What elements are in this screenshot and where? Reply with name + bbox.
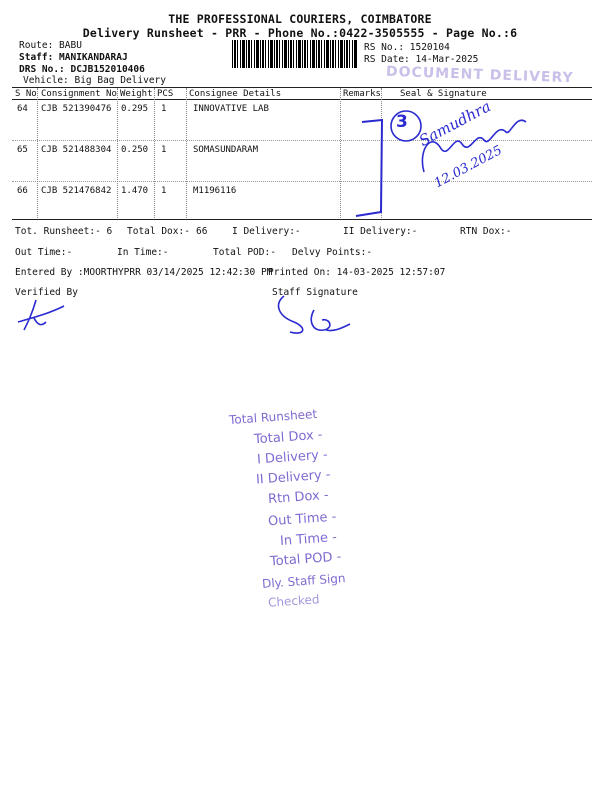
rs-date: RS Date: 14-Mar-2025: [364, 54, 479, 65]
in-time: In Time:-: [117, 247, 169, 258]
stamp-line: Checked: [267, 592, 320, 610]
column-divider: [186, 88, 187, 218]
out-time: Out Time:-: [15, 247, 73, 258]
company-name: THE PROFESSIONAL COURIERS, COIMBATORE: [168, 12, 432, 26]
stamp-line: Total POD -: [269, 549, 342, 570]
header-pcs: PCS: [157, 89, 174, 99]
header-weight: Weight: [120, 89, 153, 99]
verified-by-label: Verified By: [15, 287, 78, 298]
total-dox-label: Total Dox:-: [127, 226, 190, 237]
row-pcs: 1: [161, 145, 167, 155]
printed-on: Printed On: 14-03-2025 12:57:07: [268, 267, 446, 278]
table-top-border: [12, 87, 592, 88]
staff-signature-label: Staff Signature: [272, 287, 358, 298]
header-consignee: Consignee Details: [189, 89, 282, 99]
column-divider: [117, 88, 118, 218]
barcode-image: [232, 40, 358, 68]
runsheet-subtitle: Delivery Runsheet - PRR - Phone No.:0422-3505555 - Page No.:6: [82, 26, 518, 40]
row-pcs: 1: [161, 186, 167, 196]
header-consignment: Consignment No: [41, 89, 117, 99]
delvy-points: Delvy Points:-: [292, 247, 373, 258]
column-divider: [37, 88, 38, 218]
column-divider: [154, 88, 155, 218]
stamp-line: I Delivery -: [256, 447, 329, 468]
row-weight: 1.470: [121, 186, 149, 196]
row-sno: 66: [17, 186, 28, 196]
header-sno: S No: [15, 89, 37, 99]
stamp-line: Rtn Dox -: [267, 487, 330, 508]
entered-by: Entered By :MOORTHYPRR 03/14/2025 12:42:30 PM: [15, 267, 273, 278]
circled-number: 3: [396, 112, 408, 132]
verified-signature-scribble: [14, 296, 74, 336]
stamp-line: Dly. Staff Sign: [261, 571, 346, 591]
ii-delivery: II Delivery:-: [343, 226, 418, 237]
rtn-dox: RTN Dox:-: [460, 226, 512, 237]
row-consignee: SOMASUNDARAM: [193, 145, 259, 155]
stamp-line: In Time -: [279, 530, 338, 549]
document-delivery-stamp: DOCUMENT DELIVERY: [385, 63, 574, 87]
row-sno: 64: [17, 104, 28, 114]
row-weight: 0.295: [121, 104, 149, 114]
row-sno: 65: [17, 145, 28, 155]
route-label: Route: BABU: [19, 40, 82, 51]
row-consignee: M1196116: [193, 186, 237, 196]
stamp-line: Out Time -: [267, 509, 337, 530]
stamp-line: Total Dox -: [253, 427, 324, 448]
row-consignment: CJB 521390476: [41, 104, 112, 114]
handwritten-name: Samudhra: [416, 97, 494, 150]
staff-signature-scribble: [268, 290, 358, 338]
i-delivery: I Delivery:-: [232, 226, 301, 237]
row-consignee: INNOVATIVE LAB: [193, 104, 269, 114]
row-consignment: CJB 521476842: [41, 186, 112, 196]
stamp-line: II Delivery -: [255, 467, 332, 488]
tot-runsheet: Tot. Runsheet:- 6: [15, 226, 113, 237]
header-seal-signature: Seal & Signature: [400, 89, 487, 99]
handwritten-date: 12.03.2025: [432, 143, 505, 192]
column-divider: [340, 88, 341, 218]
row-consignment: CJB 521488304: [41, 145, 112, 155]
staff-label: Staff: MANIKANDARAJ: [19, 52, 128, 63]
vehicle-label: Vehicle: Big Bag Delivery: [23, 75, 166, 86]
total-pod: Total POD:-: [213, 247, 276, 258]
drs-number: DRS No.: DCJB152010406: [19, 64, 145, 75]
row-pcs: 1: [161, 104, 167, 114]
stamp-line: Total Runsheet: [228, 406, 318, 428]
rs-number: RS No.: 1520104: [364, 42, 450, 53]
total-dox-value: 66: [196, 226, 208, 237]
row-weight: 0.250: [121, 145, 149, 155]
header-remarks: Remarks: [343, 89, 381, 99]
